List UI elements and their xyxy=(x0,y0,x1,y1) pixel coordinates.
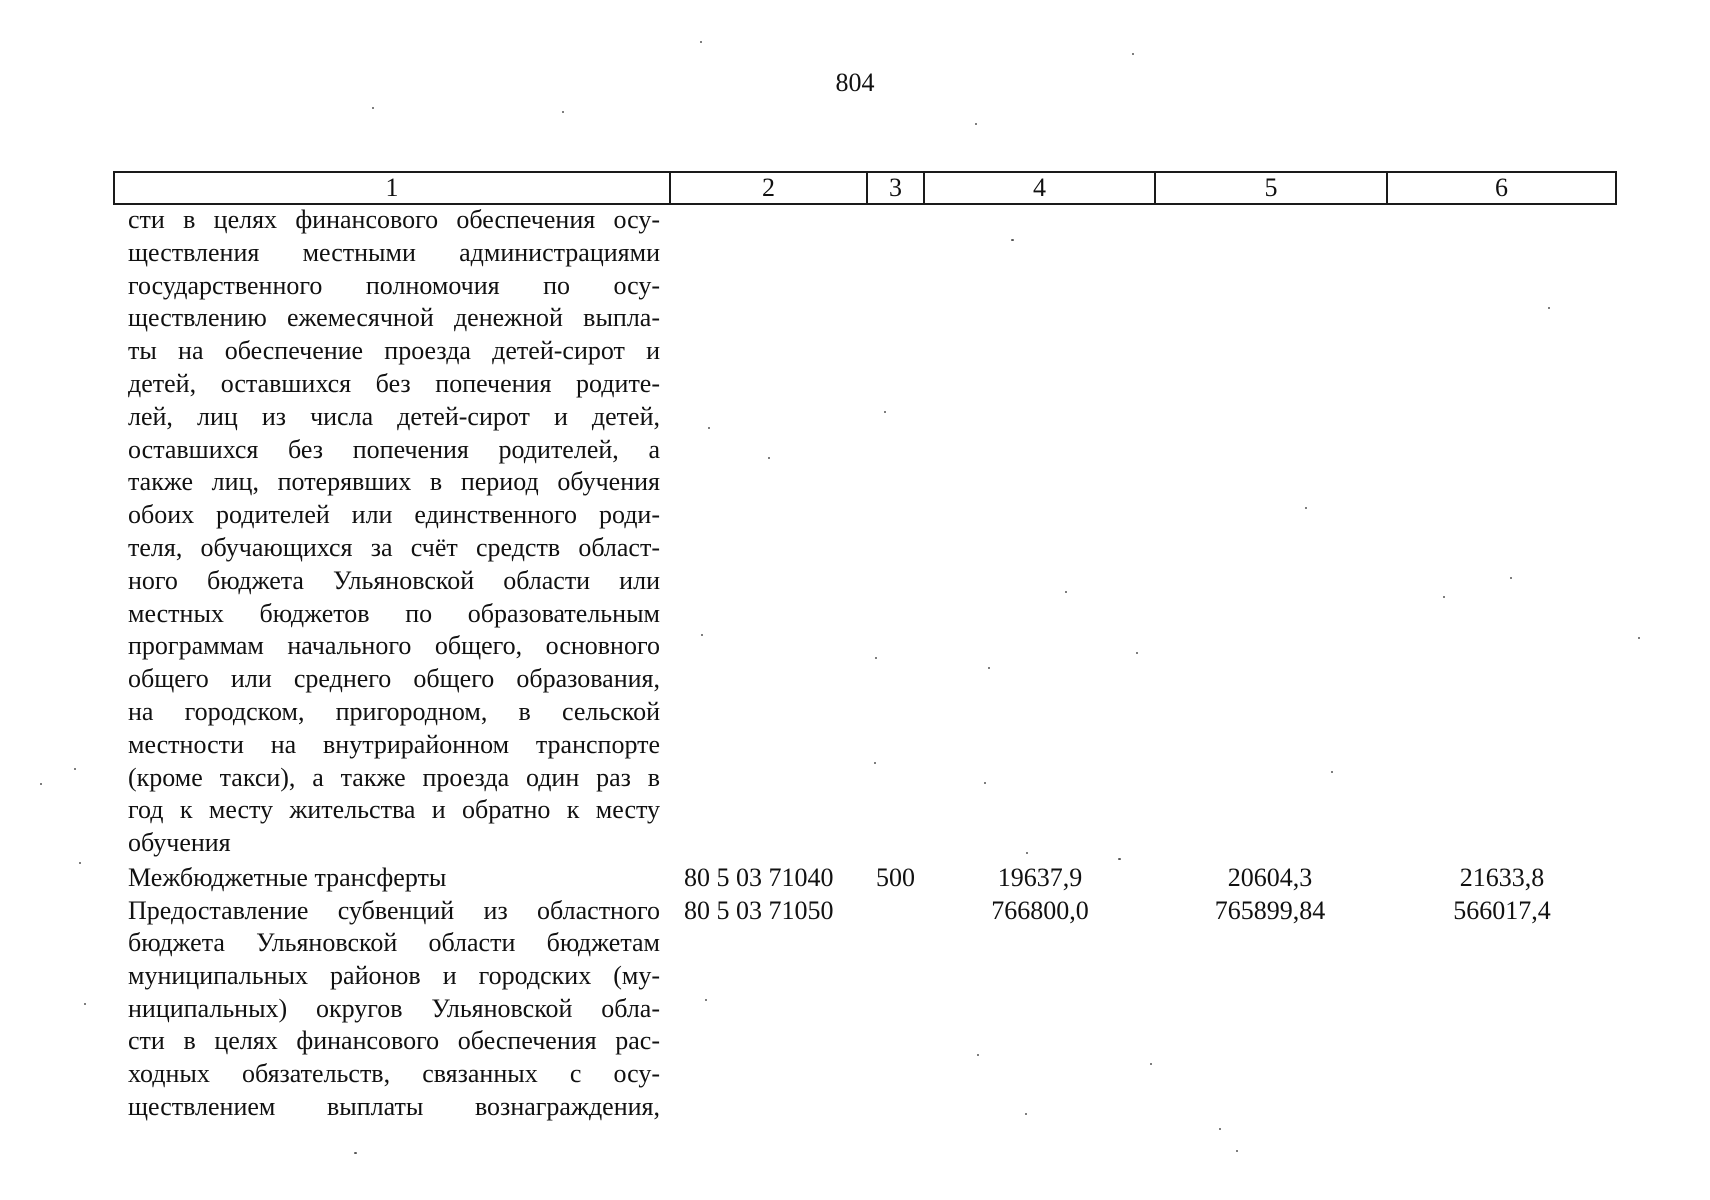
table-row xyxy=(0,861,1710,894)
scan-speck xyxy=(1025,1113,1027,1115)
scan-speck xyxy=(1236,1150,1238,1152)
text-line: местности на внутрирайонном транспорте xyxy=(128,729,660,759)
text-line: оставшихся без попечения родителей, а xyxy=(128,434,660,464)
scan-speck xyxy=(708,427,710,429)
header-col-5: 5 xyxy=(1156,173,1388,203)
row-type: 500 xyxy=(876,863,915,892)
scan-speck xyxy=(884,411,886,413)
header-col-1: 1 xyxy=(115,173,671,203)
header-col-6: 6 xyxy=(1495,173,1508,202)
row-name: Межбюджетные трансферты xyxy=(128,863,447,892)
scan-speck xyxy=(705,999,707,1001)
page-number: 804 xyxy=(835,68,875,97)
row-name: Предоставление субвенций из областного xyxy=(128,896,660,925)
scan-speck xyxy=(988,667,990,669)
table-header-row xyxy=(113,171,1617,205)
row-value-col6: 21633,8 xyxy=(1459,863,1545,892)
text-line: теля, обучающихся за счёт средств област- xyxy=(128,532,660,562)
trailing-description xyxy=(128,927,660,1124)
text-line: также лиц, потерявших в период обучения xyxy=(128,467,660,497)
row-value-col5: 765899,84 xyxy=(1214,896,1326,925)
text-line: на городском, пригородном, в сельской xyxy=(128,696,660,726)
scan-speck xyxy=(1331,771,1333,773)
text-line: программам начального общего, основного xyxy=(128,631,660,661)
scan-speck xyxy=(562,111,564,113)
text-line: ществлению ежемесячной денежной выпла- xyxy=(128,303,660,333)
scan-speck xyxy=(372,107,374,109)
text-line: сти в целях финансового обеспечения осу- xyxy=(128,205,660,234)
text-line: ществления местными администрациями xyxy=(128,237,660,267)
row-value-col4: 766800,0 xyxy=(991,896,1089,925)
row-code: 80 5 03 71040 xyxy=(684,863,834,892)
header-col-3: 3 xyxy=(868,173,925,203)
scan-speck xyxy=(1219,1128,1221,1130)
scan-speck xyxy=(79,862,81,864)
row-value-col5: 20604,3 xyxy=(1227,863,1313,892)
scan-speck xyxy=(700,41,702,43)
continued-description xyxy=(128,204,660,860)
scan-speck xyxy=(1026,852,1028,854)
text-line: бюджета Ульяновской области бюджетам xyxy=(128,928,660,957)
scan-speck xyxy=(84,1003,86,1005)
text-line: сти в целях финансового обеспечения рас- xyxy=(128,1026,660,1056)
scan-speck xyxy=(1638,637,1640,639)
scan-speck xyxy=(1305,507,1307,509)
scan-speck xyxy=(74,768,76,770)
row-code: 80 5 03 71050 xyxy=(684,896,834,925)
text-line: лей, лиц из числа детей-сирот и детей, xyxy=(128,401,660,431)
text-line: ты на обеспечение проезда детей-сирот и xyxy=(128,336,660,366)
scan-speck xyxy=(975,123,977,125)
scan-speck xyxy=(1548,307,1550,309)
header-col-2: 2 xyxy=(671,173,868,203)
scan-speck xyxy=(354,1152,357,1154)
scan-speck xyxy=(1150,1063,1152,1065)
scan-speck xyxy=(768,457,770,459)
text-line: местных бюджетов по образовательным xyxy=(128,598,660,628)
text-line: детей, оставшихся без попечения родите- xyxy=(128,368,660,398)
table-row xyxy=(0,894,1710,927)
scan-speck xyxy=(984,782,986,784)
scan-speck xyxy=(40,783,42,785)
scan-speck xyxy=(701,634,703,636)
scan-speck xyxy=(1443,596,1445,598)
header-col-4: 4 xyxy=(925,173,1156,203)
text-line: ходных обязательств, связанных с осу- xyxy=(128,1059,660,1089)
scan-speck xyxy=(1011,239,1014,241)
text-line: (кроме такси), а также проезда один раз в xyxy=(128,762,660,792)
text-line: ниципальных) округов Ульяновской обла- xyxy=(128,993,660,1023)
scan-speck xyxy=(1065,591,1067,593)
text-line: обоих родителей или единственного роди- xyxy=(128,500,660,530)
text-line: обучения xyxy=(128,828,231,858)
text-line: ного бюджета Ульяновской области или xyxy=(128,565,660,595)
scan-speck xyxy=(875,657,877,659)
text-line: государственного полномочия по осу- xyxy=(128,270,660,300)
text-line: муниципальных районов и городских (му- xyxy=(128,960,660,990)
row-value-col4: 19637,9 xyxy=(997,863,1083,892)
scan-speck xyxy=(977,1054,979,1056)
scan-speck xyxy=(1132,53,1134,55)
scan-speck xyxy=(1136,652,1138,654)
scan-speck xyxy=(1118,858,1121,860)
text-line: ществлением выплаты вознаграждения, xyxy=(128,1091,660,1121)
scan-speck xyxy=(1510,577,1512,579)
scan-speck xyxy=(874,762,876,764)
row-value-col6: 566017,4 xyxy=(1453,896,1551,925)
text-line: общего или среднего общего образования, xyxy=(128,664,660,694)
text-line: год к месту жительства и обратно к месту xyxy=(128,795,660,825)
